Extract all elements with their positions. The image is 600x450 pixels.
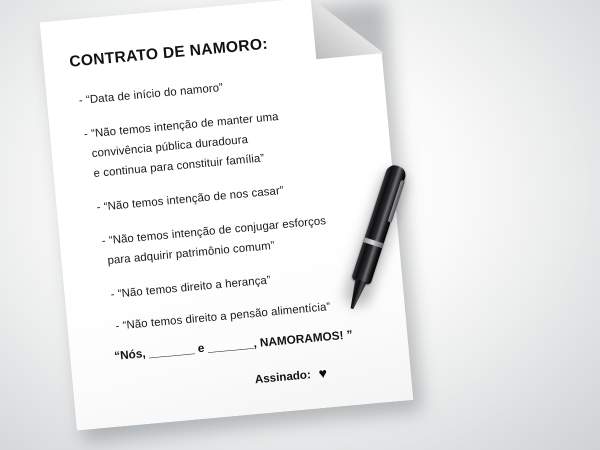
clause-line-6: - “Não temos intenção de conjugar esforços	[101, 215, 327, 248]
clause-line-4: e continua para constituir família”	[93, 152, 265, 180]
clause-line-7: para adquirir patrimônio comum”	[107, 239, 276, 268]
page-title: CONTRATO DE NAMORO:	[68, 35, 269, 71]
clause-line-5: - “Não temos intenção de nos casar”	[96, 184, 285, 214]
signature-row	[254, 366, 327, 387]
signature-label: Assinado:	[254, 368, 312, 387]
closing-statement: “Nós, _______ e _______, NAMORAMOS! ”	[113, 327, 354, 363]
contract-text-block	[40, 0, 414, 431]
clause-line-1: - “Data de início do namoro”	[78, 81, 224, 108]
clause-line-2: - “Não temos intenção de manter uma	[83, 111, 280, 141]
clause-line-8: - “Não temos direito a herança”	[110, 274, 272, 301]
clause-line-3: convivência pública duradoura	[91, 133, 249, 161]
clause-line-9: - “Não temos direito a pensão alimentícia”	[115, 301, 331, 333]
heart-icon: ♥	[317, 364, 328, 382]
